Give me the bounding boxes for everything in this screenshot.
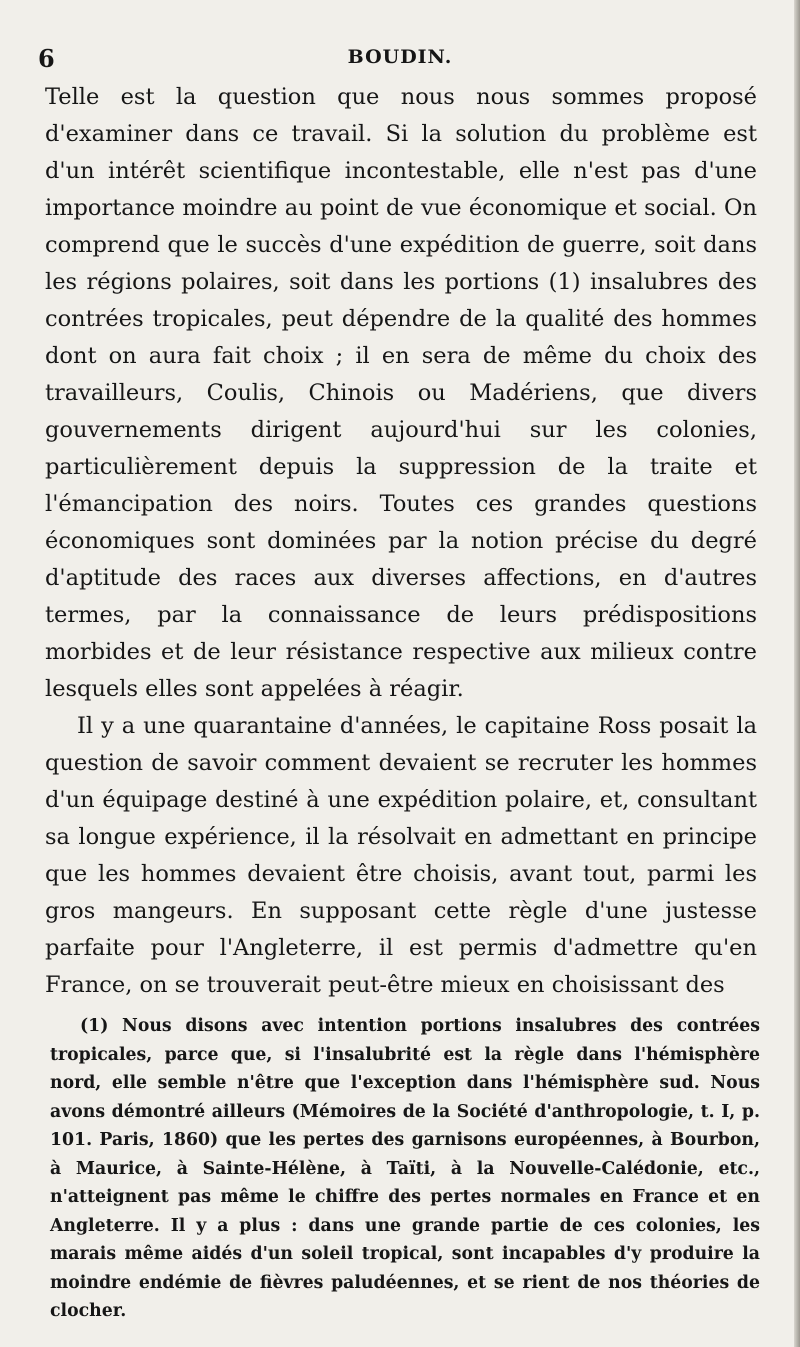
paragraph: Telle est la question que nous nous sommes proposé d'examiner dans ce travail. Si la solution du problème est d'un intérêt scientifique incontestable, elle n'est pas d'une importance moindre au point de vue économique et social. On comprend que le succès d'une expédition de guerre, soit dans les régions polaires, soit dans les portions (1) insalubres des contrées tropicales, peut dépendre de la qualité des hommes dont on aura fait choix ; il en sera de même du choix des travailleurs, Coulis, Chinois ou Madériens, que divers gouvernements dirigent aujourd'hui sur les colonies, particulièrement depuis la suppression de la traite et l'émancipation des noirs. Toutes ces grandes questions économiques sont dominées par la notion précise du degré d'aptitude des races aux diverses affections, en d'autres termes, par la connaissance de leurs prédispositions morbides et de leur résistance respective aux milieux contre lesquels elles sont appelées à réagir. [45, 84, 757, 702]
footnotes [50, 1012, 760, 1326]
paragraph: Il y a une quarantaine d'années, le capitaine Ross posait la question de savoir comment devaient se recruter les hommes d'un équipage destiné à une expédition polaire, et, consultant sa longue expérience, il la résolvait en admettant en principe que les hommes devaient être choisis, avant tout, parmi les gros mangeurs. En supposant cette règle d'une justesse parfaite pour l'Angleterre, il est permis d'admettre qu'en France, on se trouverait peut-être mieux en choisissant des [45, 713, 757, 998]
page-header [38, 44, 762, 74]
body-text [45, 79, 757, 1004]
page-edge-shadow [794, 0, 800, 1347]
footnote: (1) Nous disons avec intention portions insalubres des contrées tropicales, parce que, si l'insalubrité est la règle dans l'hémisphère nord, elle semble n'être que l'exception dans l'hémisphère sud. Nous avons démontré ailleurs (Mémoires de la Société d'anthropologie, t. I, p. 101. Paris, 1860) que les pertes des garnisons européennes, à Bourbon, à Maurice, à Sainte-Hélène, à Taïti, à la Nouvelle-Calédonie, etc., n'atteignent pas même le chiffre des pertes normales en France et en Angleterre. Il y a plus : dans une grande partie de ces colonies, les marais même aidés d'un soleil tropical, sont incapables d'y produire la moindre endémie de fièvres paludéennes, et se rient de nos théories de clocher. [50, 1016, 760, 1321]
running-head: BOUDIN. [347, 46, 453, 68]
page-number: 6 [38, 44, 55, 73]
